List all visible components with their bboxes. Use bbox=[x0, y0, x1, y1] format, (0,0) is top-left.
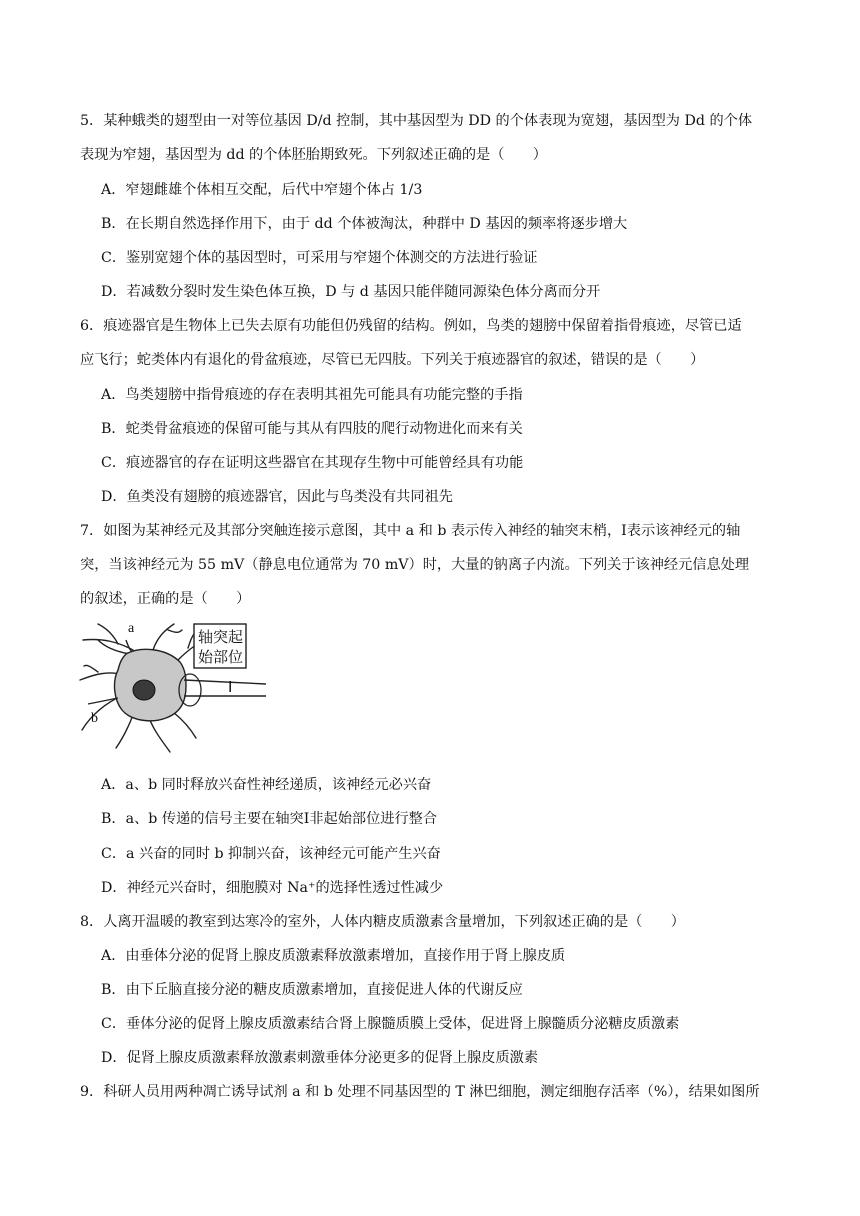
axon bbox=[184, 680, 266, 684]
question-7-option-a: A．a、b 同时释放兴奋性神经递质，该神经元必兴奋 bbox=[101, 777, 432, 793]
question-7-option-b: B．a、b 传递的信号主要在轴突Ⅰ非起始部位进行整合 bbox=[101, 811, 438, 827]
label-b: b bbox=[91, 711, 98, 726]
question-9-stem-line-1: 9．科研人员用两种凋亡诱导试剂 a 和 b 处理不同基因型的 T 淋巴细胞，测定细胞存活率（%），结果如图所 bbox=[80, 1084, 760, 1100]
question-7-stem-line-3: 的叙述，正确的是（ ） bbox=[80, 591, 251, 607]
question-6-option-d: D．鱼类没有翅膀的痕迹器官，因此与鸟类没有共同祖先 bbox=[101, 489, 453, 505]
question-6-option-c: C．痕迹器官的存在证明这些器官在其现存生物中可能曾经具有功能 bbox=[101, 455, 524, 471]
question-5-option-b: B．在长期自然选择作用下，由于 dd 个体被淘汰，种群中 D 基因的频率将逐步增大 bbox=[101, 216, 628, 232]
question-6-stem-line-2: 应飞行；蛇类体内有退化的骨盆痕迹，尽管已无四肢。下列关于痕迹器官的叙述，错误的是（ ） bbox=[80, 352, 705, 368]
question-8-stem-line-1: 8．人离开温暖的教室到达寒冷的室外，人体内糖皮质激素含量增加，下列叙述正确的是（ ） bbox=[80, 914, 685, 930]
nucleus bbox=[133, 680, 155, 700]
box-label-line-1: 轴突起 bbox=[198, 628, 244, 646]
question-6-stem-line-1: 6．痕迹器官是生物体上已失去原有功能但仍残留的结构。例如，鸟类的翅膀中保留着指骨痕迹，尽管已适 bbox=[80, 318, 742, 334]
question-5-stem-line-1: 5．某种蛾类的翅型由一对等位基因 D/d 控制，其中基因型为 DD 的个体表现为宽翅，基因型为 Dd 的个体 bbox=[80, 113, 753, 129]
neuron-diagram-svg bbox=[78, 620, 268, 760]
question-7-stem-line-1: 7．如图为某神经元及其部分突触连接示意图，其中 a 和 b 表示传入神经的轴突末梢，Ⅰ表示该神经元的轴 bbox=[80, 523, 741, 539]
synapse-a bbox=[126, 640, 132, 652]
label-a: a bbox=[128, 621, 135, 636]
question-7-option-c: C．a 兴奋的同时 b 抑制兴奋，该神经元可能产生兴奋 bbox=[101, 846, 441, 862]
label-axon: Ⅰ bbox=[228, 680, 233, 696]
neuron-diagram bbox=[78, 620, 268, 760]
question-8-option-a: A．由垂体分泌的促肾上腺皮质激素释放激素增加，直接作用于肾上腺皮质 bbox=[101, 948, 566, 964]
box-label-line-2: 始部位 bbox=[198, 648, 244, 666]
question-8-option-b: B．由下丘脑直接分泌的糖皮质激素增加，直接促进人体的代谢反应 bbox=[101, 982, 523, 998]
question-5-option-a: A．窄翅雌雄个体相互交配，后代中窄翅个体占 1/3 bbox=[101, 182, 423, 198]
question-6-option-b: B．蛇类骨盆痕迹的保留可能与其从有四肢的爬行动物进化而来有关 bbox=[101, 421, 523, 437]
question-7-stem-line-2: 突，当该神经元为 55 mV（静息电位通常为 70 mV）时，大量的钠离子内流。下列关于该神经元信息处理 bbox=[80, 557, 750, 573]
question-5-stem-line-2: 表现为窄翅，基因型为 dd 的个体胚胎期致死。下列叙述正确的是（ ） bbox=[80, 147, 547, 163]
synapse-b bbox=[88, 698, 118, 704]
question-5-option-c: C．鉴别宽翅个体的基因型时，可采用与窄翅个体测交的方法进行验证 bbox=[101, 250, 538, 266]
question-5-option-d: D．若减数分裂时发生染色体互换，D 与 d 基因只能伴随同源染色体分离而分开 bbox=[101, 284, 601, 300]
question-6-option-a: A．鸟类翅膀中指骨痕迹的存在表明其祖先可能具有功能完整的手指 bbox=[101, 387, 523, 403]
question-7-option-d: D．神经元兴奋时，细胞膜对 Na⁺的选择性透过性减少 bbox=[101, 880, 444, 896]
question-8-option-c: C．垂体分泌的促肾上腺皮质激素结合肾上腺髓质膜上受体，促进肾上腺髓质分泌糖皮质激素 bbox=[101, 1016, 680, 1032]
question-8-option-d: D．促肾上腺皮质激素释放激素刺激垂体分泌更多的促肾上腺皮质激素 bbox=[101, 1050, 539, 1066]
